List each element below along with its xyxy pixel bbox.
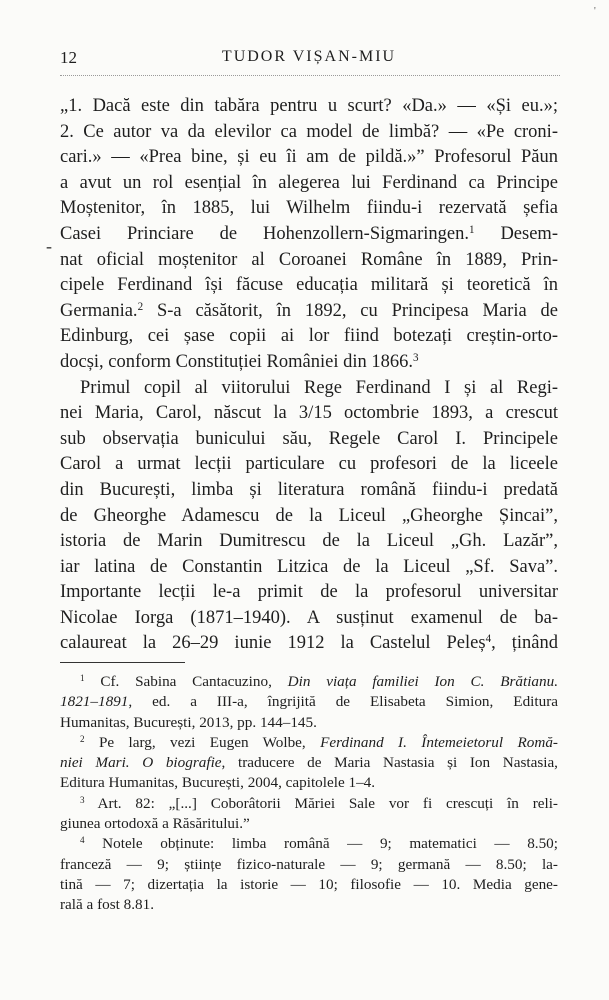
body-line: nat oficial moștenitor al Coroanei Române în 1889, Prin- [60,249,558,270]
footnote-2-cont: Editura Humanitas, București, 2004, capitolele 1–4. [60,774,376,792]
footnote-1: $^1$ Cf. Sabina Cantacuzino, Din viața familiei Ion C. Brătianu. [80,672,558,690]
footnote-2: $^2$ Pe larg, vezi Eugen Wolbe, Ferdinand I. Întemeietorul Romă- [80,733,558,751]
footnote-2-cont: niei Mari. O biografie, traducere de Maria Nastasia și Ion Nastasia, [60,754,558,772]
footnote-1-cont: Humanitas, București, 2013, pp. 144–145. [60,713,317,731]
body-line: sub observația bunicului său, Regele Carol I. Principele [60,428,558,449]
footnote-3-cont: giunea ortodoxă a Răsăritului.” [60,815,250,833]
footnote-ref[interactable]: 3 [413,351,419,364]
body-line: Moștenitor, în 1885, lui Wilhelm fiindu-i rezervată șefia [60,198,558,219]
body-line: Germania.$^2$ S-a căsătorit, în 1892, cu Principesa Maria de [60,300,558,321]
body-line: 2. Ce autor va da elevilor ca model de limbă? — «Pe croni- [60,121,558,142]
body-line: de Gheorghe Adamescu de la Liceul „Gheorghe Șincai”, [60,505,558,526]
body-line: cari.» — «Prea bine, și eu îi am de pildă.»” Profesorul Păun [60,147,558,168]
footnote-ref[interactable]: 2 [137,300,144,313]
body-line: istoria de Marin Dumitrescu de la Liceul „Gh. Lazăr”, [60,531,558,552]
margin-mark: ' [594,6,596,17]
body-line: Primul copil al viitorului Rege Ferdinand I și al Regi- [80,377,558,398]
footnote-4: $^4$ Notele obținute: limba română — 9; matematici — 8.50; [80,835,558,853]
body-line: cipele Ferdinand își făcuse educația militară și teoretică în [60,275,558,296]
body-text [60,94,558,657]
footnote-ref[interactable]: 1 [469,223,475,236]
body-line: Casei Princiare de Hohenzollern-Sigmaringen.$^1$ Desem- [60,223,558,244]
page-header [60,44,558,74]
body-line: docși, conform Constituției României din 1866.$^3$ [60,351,419,372]
running-head: TUDOR VIȘAN-MIU [221,48,397,65]
body-line: „1. Dacă este din tabăra pentru u scurt? «Da.» — «Și eu.»; [60,96,558,116]
body-line: din București, limba și literatura română fiindu-i predată [60,479,558,500]
footnotes [60,672,558,916]
footnote-4-cont: franceză — 9; științe fizico-naturale — 9; germană — 8.50; la- [60,855,558,873]
body-line: calaureat la 26–29 iunie 1912 la Castelul Peleș$^4$, ținând [60,633,559,654]
page-number: 12 [60,48,77,67]
body-line: Carol a urmat lecții particulare cu profesori de la liceele [60,454,558,475]
footnote-1-cont: 1821–1891, ed. a III-a, îngrijită de Elisabeta Simion, Editura [60,693,558,711]
body-line: Nicolae Iorga (1871–1940). A susținut examenul de ba- [60,607,558,628]
body-line: nei Maria, Carol, născut la 3/15 octombrie 1893, a crescut [60,403,558,424]
body-line: iar latina de Constantin Litzica de la Liceul „Sf. Sava”. [60,556,558,577]
body-line: Importante lecții le-a primit de la profesorul universitar [60,582,558,603]
margin-dash: - [46,236,52,256]
footnote-rule [60,662,185,663]
body-line: a avut un rol esențial în alegerea lui Ferdinand ca Principe [60,172,558,193]
footnote-4-cont: tină — 7; dizertația la istorie — 10; filosofie — 10. Media gene- [60,875,558,893]
footnote-3: $^3$ Art. 82: „[...] Coborâtorii Măriei Sale vor fi crescuți în reli- [80,794,558,812]
body-line: Edinburg, cei șase copii ai lor fiind botezați creștin-orto- [60,326,558,347]
footnote-4-cont: rală a fost 8.81. [60,896,155,914]
header-rule [60,75,560,76]
footnote-ref[interactable]: 4 [485,633,492,646]
